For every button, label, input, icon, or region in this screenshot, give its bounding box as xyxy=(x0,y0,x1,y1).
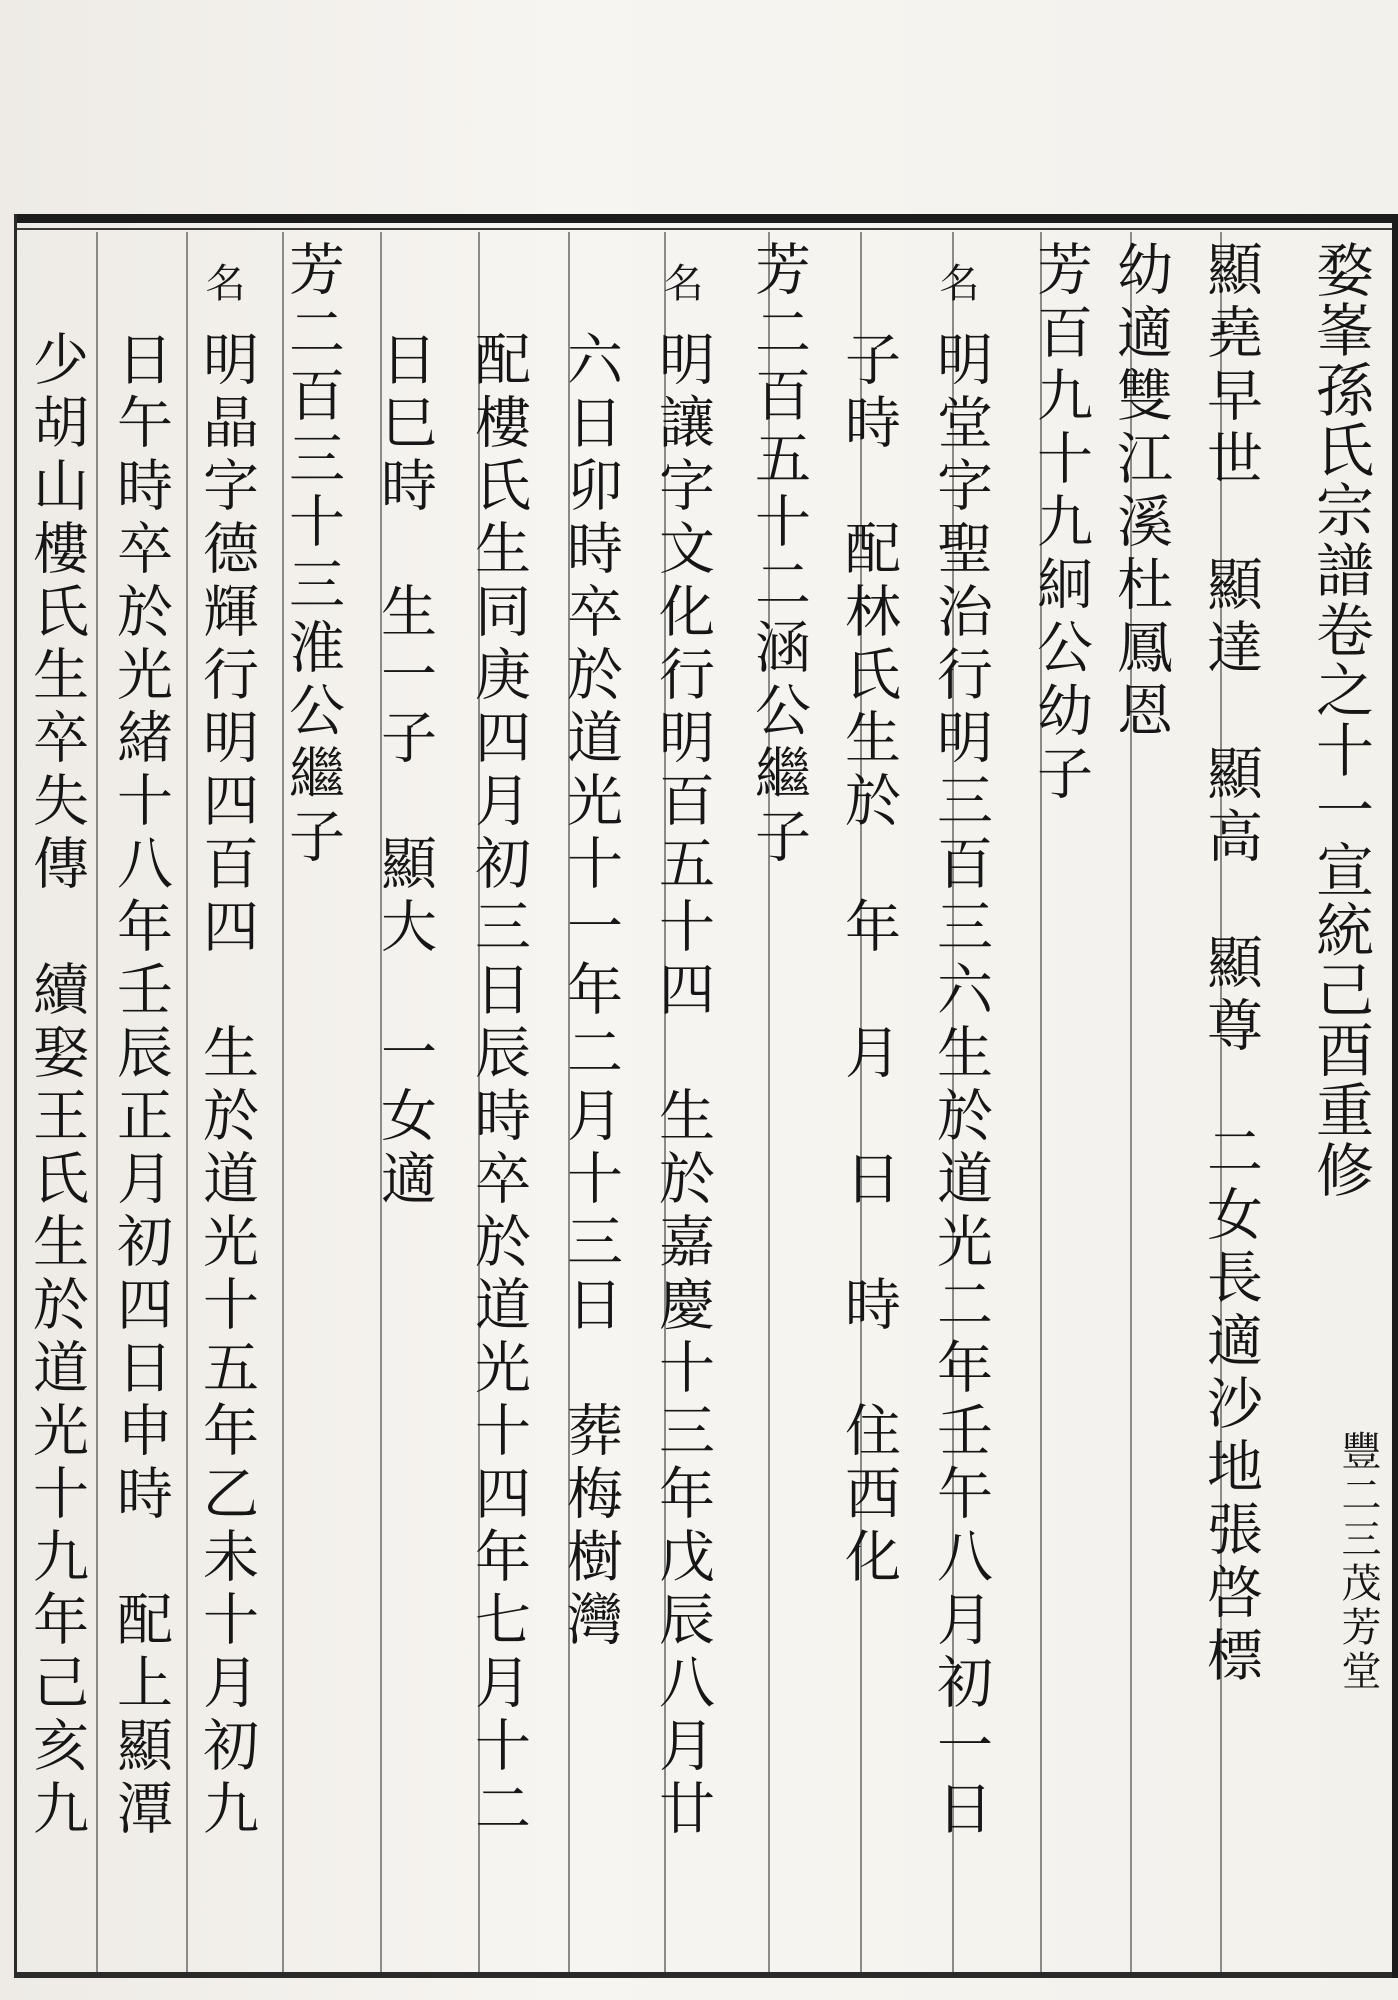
text-column-4: 明堂字聖治行明三百三六生於道光二年壬午八月初一日 xyxy=(928,330,993,1842)
text-column-7-label: 名 xyxy=(657,262,703,306)
text-column-7: 明讓字文化行明百五十四 生於嘉慶十三年戊辰八月廿 xyxy=(650,330,715,1842)
text-column-6: 芳二百五十二涵公繼子 xyxy=(746,240,811,870)
text-column-10: 日巳時 生一子 顯大 一女適 xyxy=(372,330,437,1212)
text-column-4-label: 名 xyxy=(933,262,979,306)
top-border-thin xyxy=(14,228,1398,230)
page-marker: 豐二三茂芳堂 xyxy=(1335,1430,1381,1694)
text-column-3: 芳百九十九絅公幼子 xyxy=(1028,240,1093,807)
text-column-1: 顯堯早世 顯達 顯高 顯尊 二女長適沙地張啓標 xyxy=(1198,240,1263,1689)
text-column-12: 明晶字德輝行明四百四 生於道光十五年乙未十月初九 xyxy=(194,330,259,1842)
text-column-2: 幼適雙江溪杜鳳恩 xyxy=(1108,240,1173,744)
text-column-9: 配樓氏生同庚四月初三日辰時卒於道光十四年七月十二 xyxy=(466,330,531,1842)
book-title-line: 婺峯孫氏宗譜卷之十一宣統己酉重修 xyxy=(1306,240,1374,1200)
text-column-14: 少胡山樓氏生卒失傳 續娶王氏生於道光十九年己亥九 xyxy=(24,330,89,1842)
text-column-12-label: 名 xyxy=(199,262,245,306)
bottom-border xyxy=(14,1972,1398,1978)
text-column-5: 子時 配林氏生於 年 月 日 時 住西化 xyxy=(836,330,901,1590)
right-border xyxy=(1392,214,1398,1978)
text-column-11: 芳二百三十三淮公繼子 xyxy=(280,240,345,870)
top-border xyxy=(14,214,1398,223)
text-column-13: 日午時卒於光緒十八年壬辰正月初四日申時 配上顯潭 xyxy=(108,330,173,1842)
text-column-8: 六日卯時卒於道光十一年二月十三日 葬梅樹灣 xyxy=(558,330,623,1653)
